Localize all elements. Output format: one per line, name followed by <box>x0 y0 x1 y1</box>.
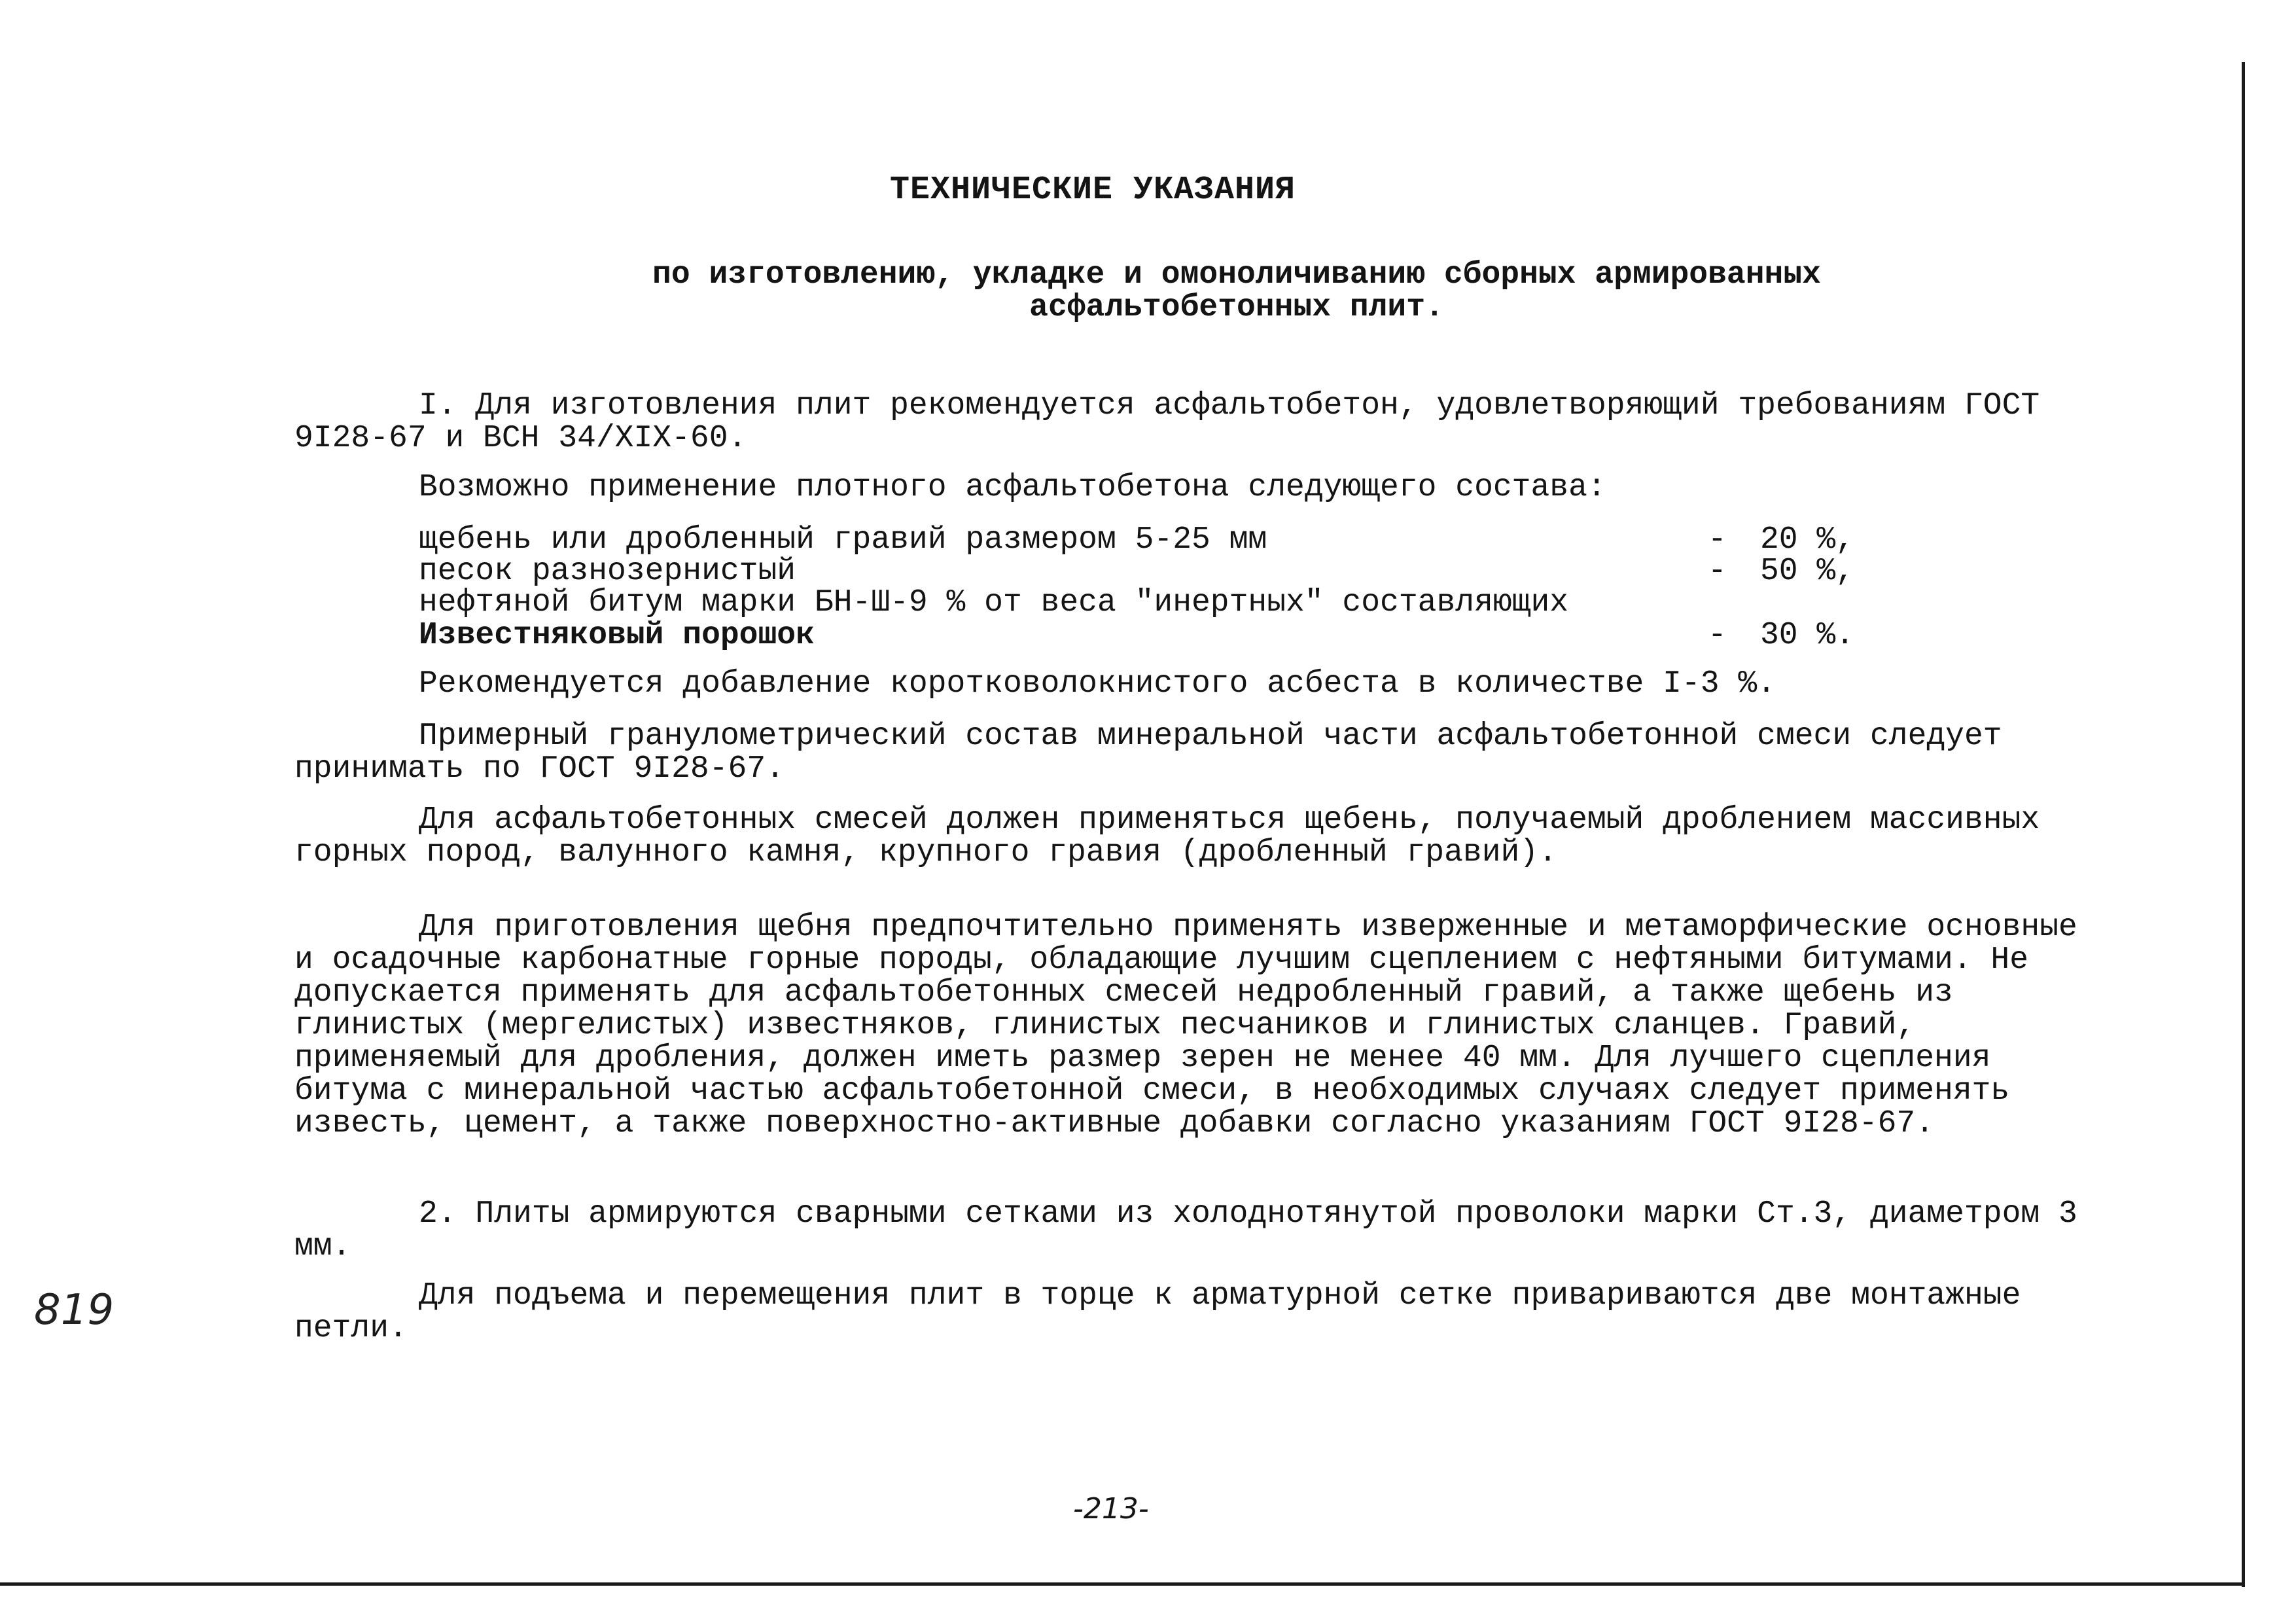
composition-dash: - <box>1708 618 1727 653</box>
paragraph-2: Возможно применение плотного асфальтобетона следующего состава: <box>419 470 1606 505</box>
composition-value: 50 %, <box>1760 554 1855 589</box>
composition-value: 20 %, <box>1760 522 1855 558</box>
document-subtitle: по изготовлению, укладке и омоноличиванию сборных армированных асфальтобетонных плит. <box>652 257 1821 325</box>
paragraph-5: Для асфальтобетонных смесей должен применяться щебень, получаемый дроблением массивных горных пород, валунного камня, крупного гравия (дробленный гравий). <box>294 802 2059 870</box>
paragraph-3: Рекомендуется добавление коротковолокнистого асбеста в количестве I-3 %. <box>419 666 1776 702</box>
composition-name: Известняковый порошок <box>419 618 815 653</box>
composition-name: щебень или дробленный гравий размером 5-25 мм <box>419 522 1267 558</box>
page-number: -213- <box>1073 1492 1149 1525</box>
page-border-right <box>2242 62 2245 1587</box>
composition-row <box>419 586 1884 620</box>
composition-dash: - <box>1708 554 1727 589</box>
page-border-bottom <box>0 1582 2245 1586</box>
document-title: ТЕХНИЧЕСКИЕ УКАЗАНИЯ <box>889 171 1296 209</box>
composition-row <box>419 555 1884 589</box>
paragraph-1: I. Для изготовления плит рекомендуется асфальтобетон, удовлетворяющий требованиям ГОСТ 9I28-67 и ВСН 34/XIX-60. <box>294 388 2059 456</box>
composition-dash: - <box>1708 522 1727 558</box>
paragraph-4: Примерный гранулометрический состав минеральной части асфальтобетонной смеси следует принимать по ГОСТ 9I28-67. <box>294 719 2021 787</box>
paragraph-8: Для подъема и перемещения плит в торце к арматурной сетке привариваются две монтажные петли. <box>294 1278 2040 1346</box>
composition-row <box>419 619 1884 653</box>
composition-value: 30 %. <box>1760 618 1855 653</box>
paragraph-7: 2. Плиты армируются сварными сетками из холоднотянутой проволоки марки Ст.3, диаметром 3 мм. <box>294 1196 2096 1264</box>
composition-row <box>419 524 1884 558</box>
composition-name: песок разнозернистый <box>419 554 796 589</box>
paragraph-6: Для приготовления щебня предпочтительно применять изверженные и метаморфические основные и осадочные карбонатные горные породы, обладающие лучшим сцеплением с нефтяными битумами. Не допускается применять для асфальтобетонных смесей недробленный гравий, а также щебень из глинистых (мергелистых) известняков, глинистых песчаников и глинистых сланцев. Гравий, применяемый для дробления, должен иметь размер зерен не менее 40 мм. Для лучшего сцепления битума с минеральной частью асфальтобетонной смеси, в необходимых случаях следует применять известь, цемент, а также поверхностно-активные добавки согласно указаниям ГОСТ 9I28-67. <box>294 910 2096 1141</box>
composition-name: нефтяной битум марки БН-Ш-9 % от веса "инертных" составляющих <box>419 585 1569 620</box>
margin-handwritten-note: 819 <box>34 1286 115 1334</box>
